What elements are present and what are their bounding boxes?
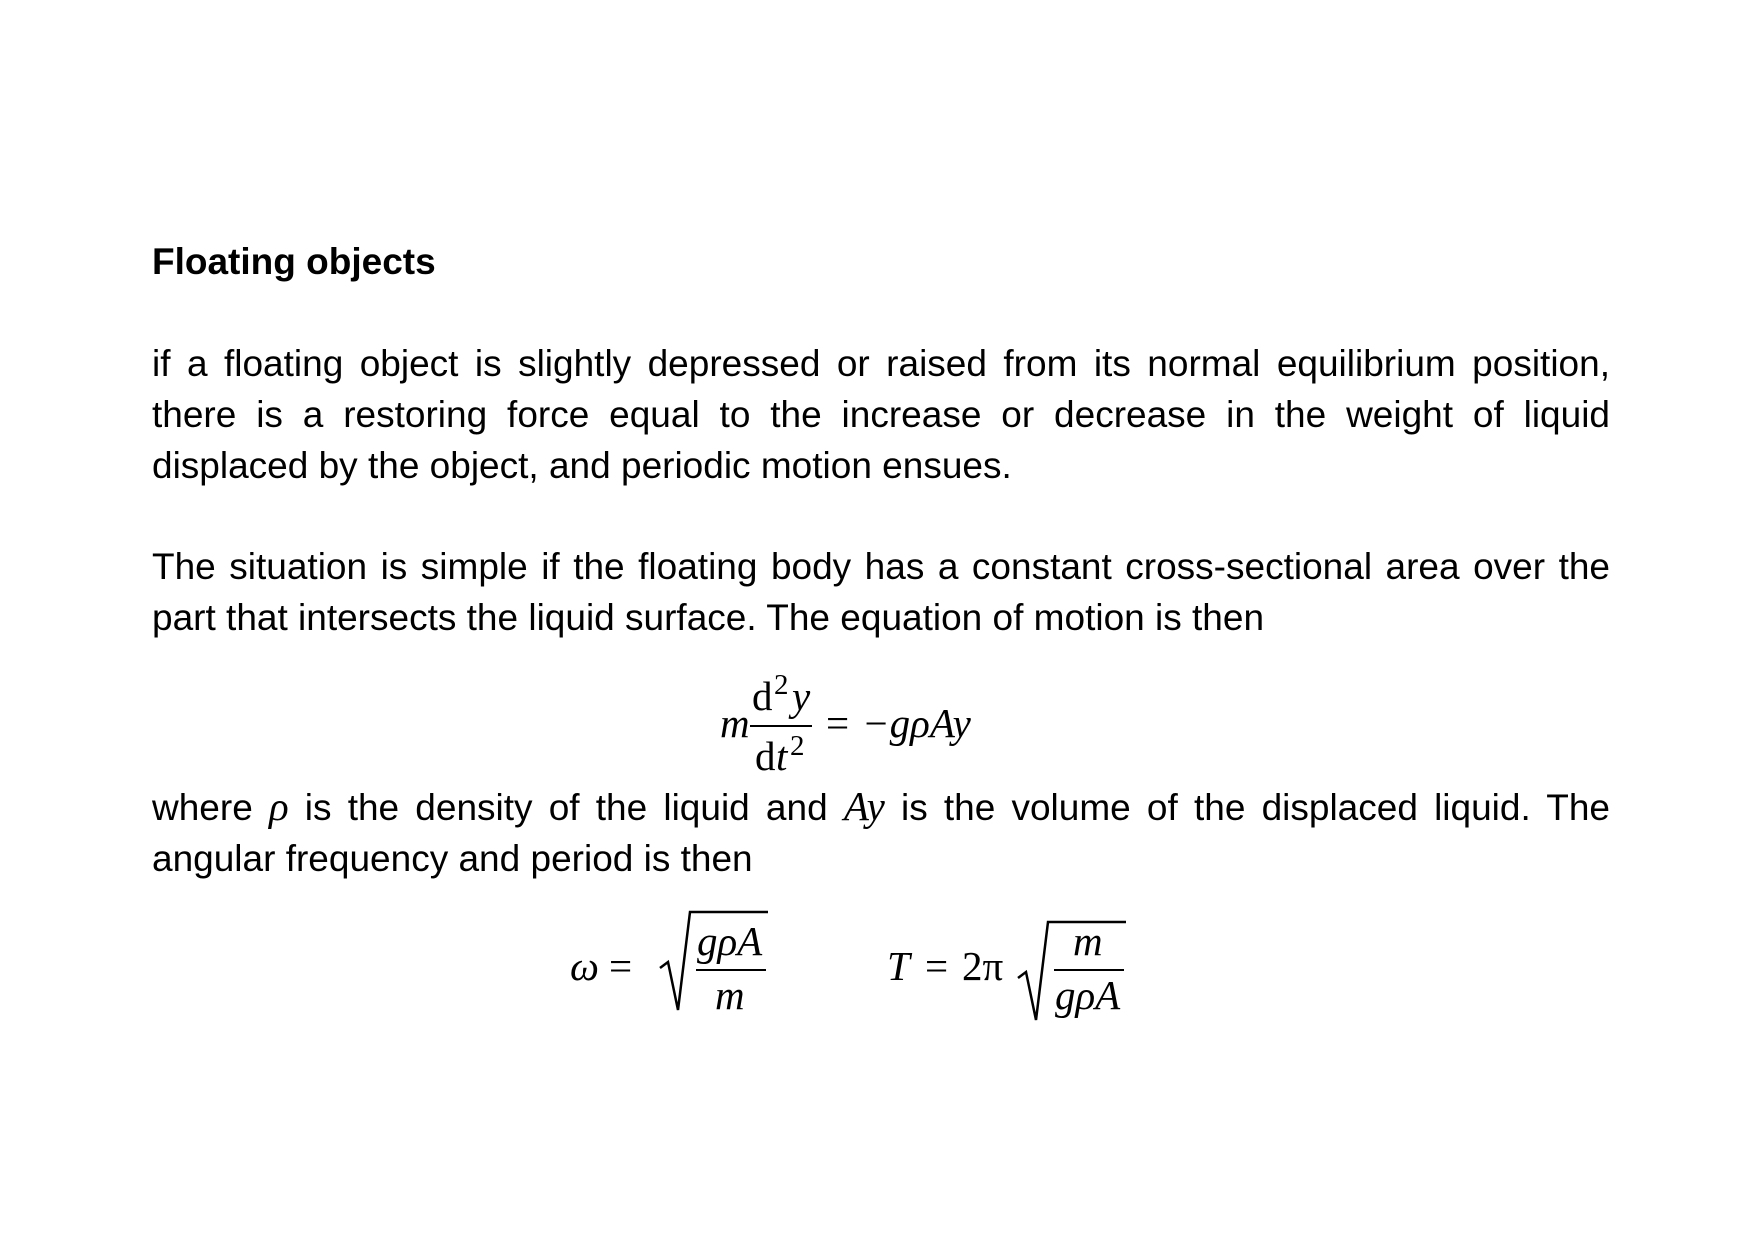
omega-denominator: m	[715, 972, 745, 1018]
text-fragment: where	[152, 787, 269, 828]
eq-num-exponent: 2	[774, 669, 789, 701]
period-equals: =	[925, 943, 949, 989]
section-heading: Floating objects	[152, 241, 436, 282]
eq-den-t: t	[776, 733, 788, 779]
eq-num-y: y	[792, 673, 811, 719]
equation-angular-frequency	[570, 912, 768, 1018]
volume-symbol: Ay	[843, 783, 885, 829]
eq-den-d: d	[755, 733, 776, 779]
text-fragment: is the density of the liquid and	[288, 787, 844, 828]
omega-symbol: ω	[570, 943, 599, 989]
omega-equals: =	[609, 943, 633, 989]
rho-symbol: ρ	[268, 783, 289, 829]
period-numerator: m	[1073, 918, 1103, 964]
eq-den-exponent: 2	[790, 730, 805, 762]
paragraph-restoring-force: if a floating object is slightly depressed or raised from its normal equilibrium position, there is a restoring force equal to the increase or decrease in the weight of liquid displaced by the object, and periodic motion ensues.	[152, 343, 1610, 486]
eq-equals: =	[826, 700, 850, 746]
period-denominator: gρA	[1055, 972, 1121, 1018]
period-symbol: T	[887, 943, 910, 989]
equation-of-motion	[720, 669, 972, 779]
text-fragment: is the volume of the displaced liquid. The angular frequency and period is then	[152, 787, 1610, 879]
omega-numerator: gρA	[697, 918, 763, 964]
eq-mass-symbol: m	[720, 700, 750, 746]
period-coefficient: 2π	[962, 943, 1004, 989]
paragraph-constant-area: The situation is simple if the floating body has a constant cross-sectional area over the part that intersects the liquid surface. The equation of motion is then	[152, 546, 1610, 638]
equation-period	[887, 918, 1126, 1020]
eq-num-d: d	[752, 673, 773, 719]
eq-rhs: −gρAy	[862, 700, 971, 746]
